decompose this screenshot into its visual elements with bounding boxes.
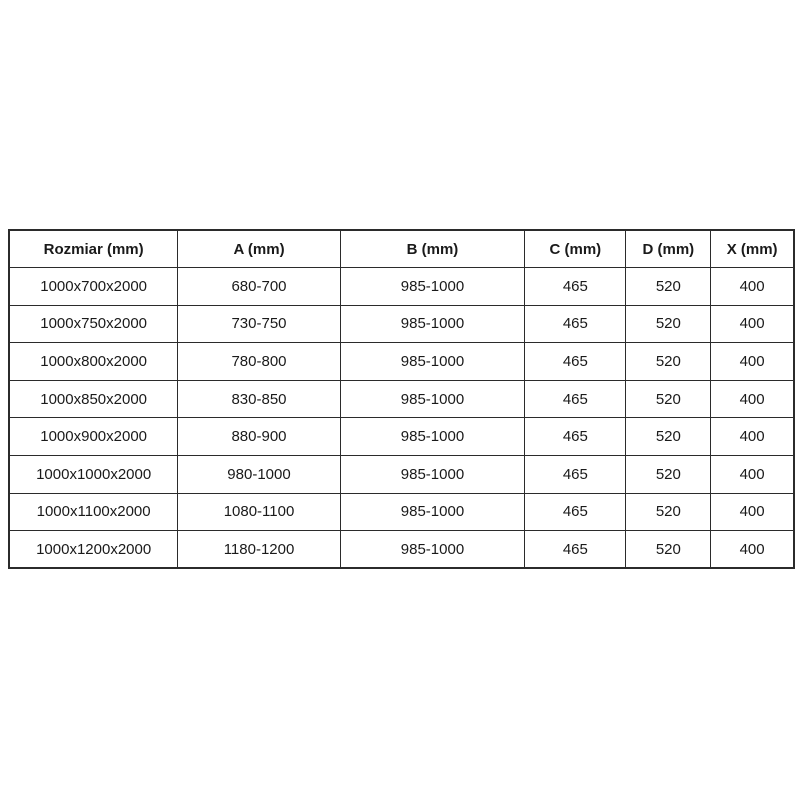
table-cell: 465 (525, 305, 626, 343)
column-header: B (mm) (340, 230, 524, 268)
table-cell: 880-900 (178, 418, 340, 456)
table-cell: 400 (711, 418, 794, 456)
table-cell: 465 (525, 418, 626, 456)
table-cell: 1000x850x2000 (9, 380, 178, 418)
table-row (9, 456, 794, 494)
table-cell: 520 (626, 305, 711, 343)
table-row (9, 305, 794, 343)
table-cell: 980-1000 (178, 456, 340, 494)
table-row (9, 531, 794, 569)
table-head (9, 230, 794, 268)
size-spec-table (8, 229, 795, 569)
table-cell: 830-850 (178, 380, 340, 418)
table-cell: 520 (626, 456, 711, 494)
table-cell: 520 (626, 418, 711, 456)
table-cell: 1000x800x2000 (9, 343, 178, 381)
table-cell: 400 (711, 531, 794, 569)
table-cell: 400 (711, 380, 794, 418)
table-cell: 680-700 (178, 268, 340, 306)
table-cell: 985-1000 (340, 343, 524, 381)
table-cell: 985-1000 (340, 493, 524, 531)
table-cell: 985-1000 (340, 380, 524, 418)
column-header: A (mm) (178, 230, 340, 268)
table-cell: 780-800 (178, 343, 340, 381)
column-header: D (mm) (626, 230, 711, 268)
table-cell: 985-1000 (340, 268, 524, 306)
table-cell: 465 (525, 493, 626, 531)
table-cell: 465 (525, 380, 626, 418)
table-cell: 400 (711, 343, 794, 381)
table-cell: 985-1000 (340, 456, 524, 494)
table-row (9, 380, 794, 418)
table-cell: 400 (711, 268, 794, 306)
table-cell: 1000x900x2000 (9, 418, 178, 456)
table-cell: 520 (626, 343, 711, 381)
table-cell: 1000x1000x2000 (9, 456, 178, 494)
table-cell: 400 (711, 493, 794, 531)
table-row (9, 268, 794, 306)
column-header: C (mm) (525, 230, 626, 268)
table-header-row (9, 230, 794, 268)
table-cell: 465 (525, 343, 626, 381)
table-cell: 400 (711, 456, 794, 494)
table-row (9, 418, 794, 456)
table-row (9, 493, 794, 531)
table-row (9, 343, 794, 381)
table-cell: 1000x1100x2000 (9, 493, 178, 531)
table-cell: 520 (626, 268, 711, 306)
table-cell: 985-1000 (340, 531, 524, 569)
table-cell: 465 (525, 268, 626, 306)
column-header: Rozmiar (mm) (9, 230, 178, 268)
table-cell: 465 (525, 531, 626, 569)
table-cell: 1080-1100 (178, 493, 340, 531)
table-cell: 465 (525, 456, 626, 494)
table-cell: 520 (626, 493, 711, 531)
table-cell: 400 (711, 305, 794, 343)
table-cell: 520 (626, 380, 711, 418)
table-cell: 985-1000 (340, 418, 524, 456)
table-cell: 520 (626, 531, 711, 569)
table-body (9, 268, 794, 569)
size-spec-table-container (8, 229, 795, 568)
table-cell: 1000x1200x2000 (9, 531, 178, 569)
table-cell: 1180-1200 (178, 531, 340, 569)
table-cell: 730-750 (178, 305, 340, 343)
table-cell: 1000x700x2000 (9, 268, 178, 306)
column-header: X (mm) (711, 230, 794, 268)
table-cell: 985-1000 (340, 305, 524, 343)
table-cell: 1000x750x2000 (9, 305, 178, 343)
